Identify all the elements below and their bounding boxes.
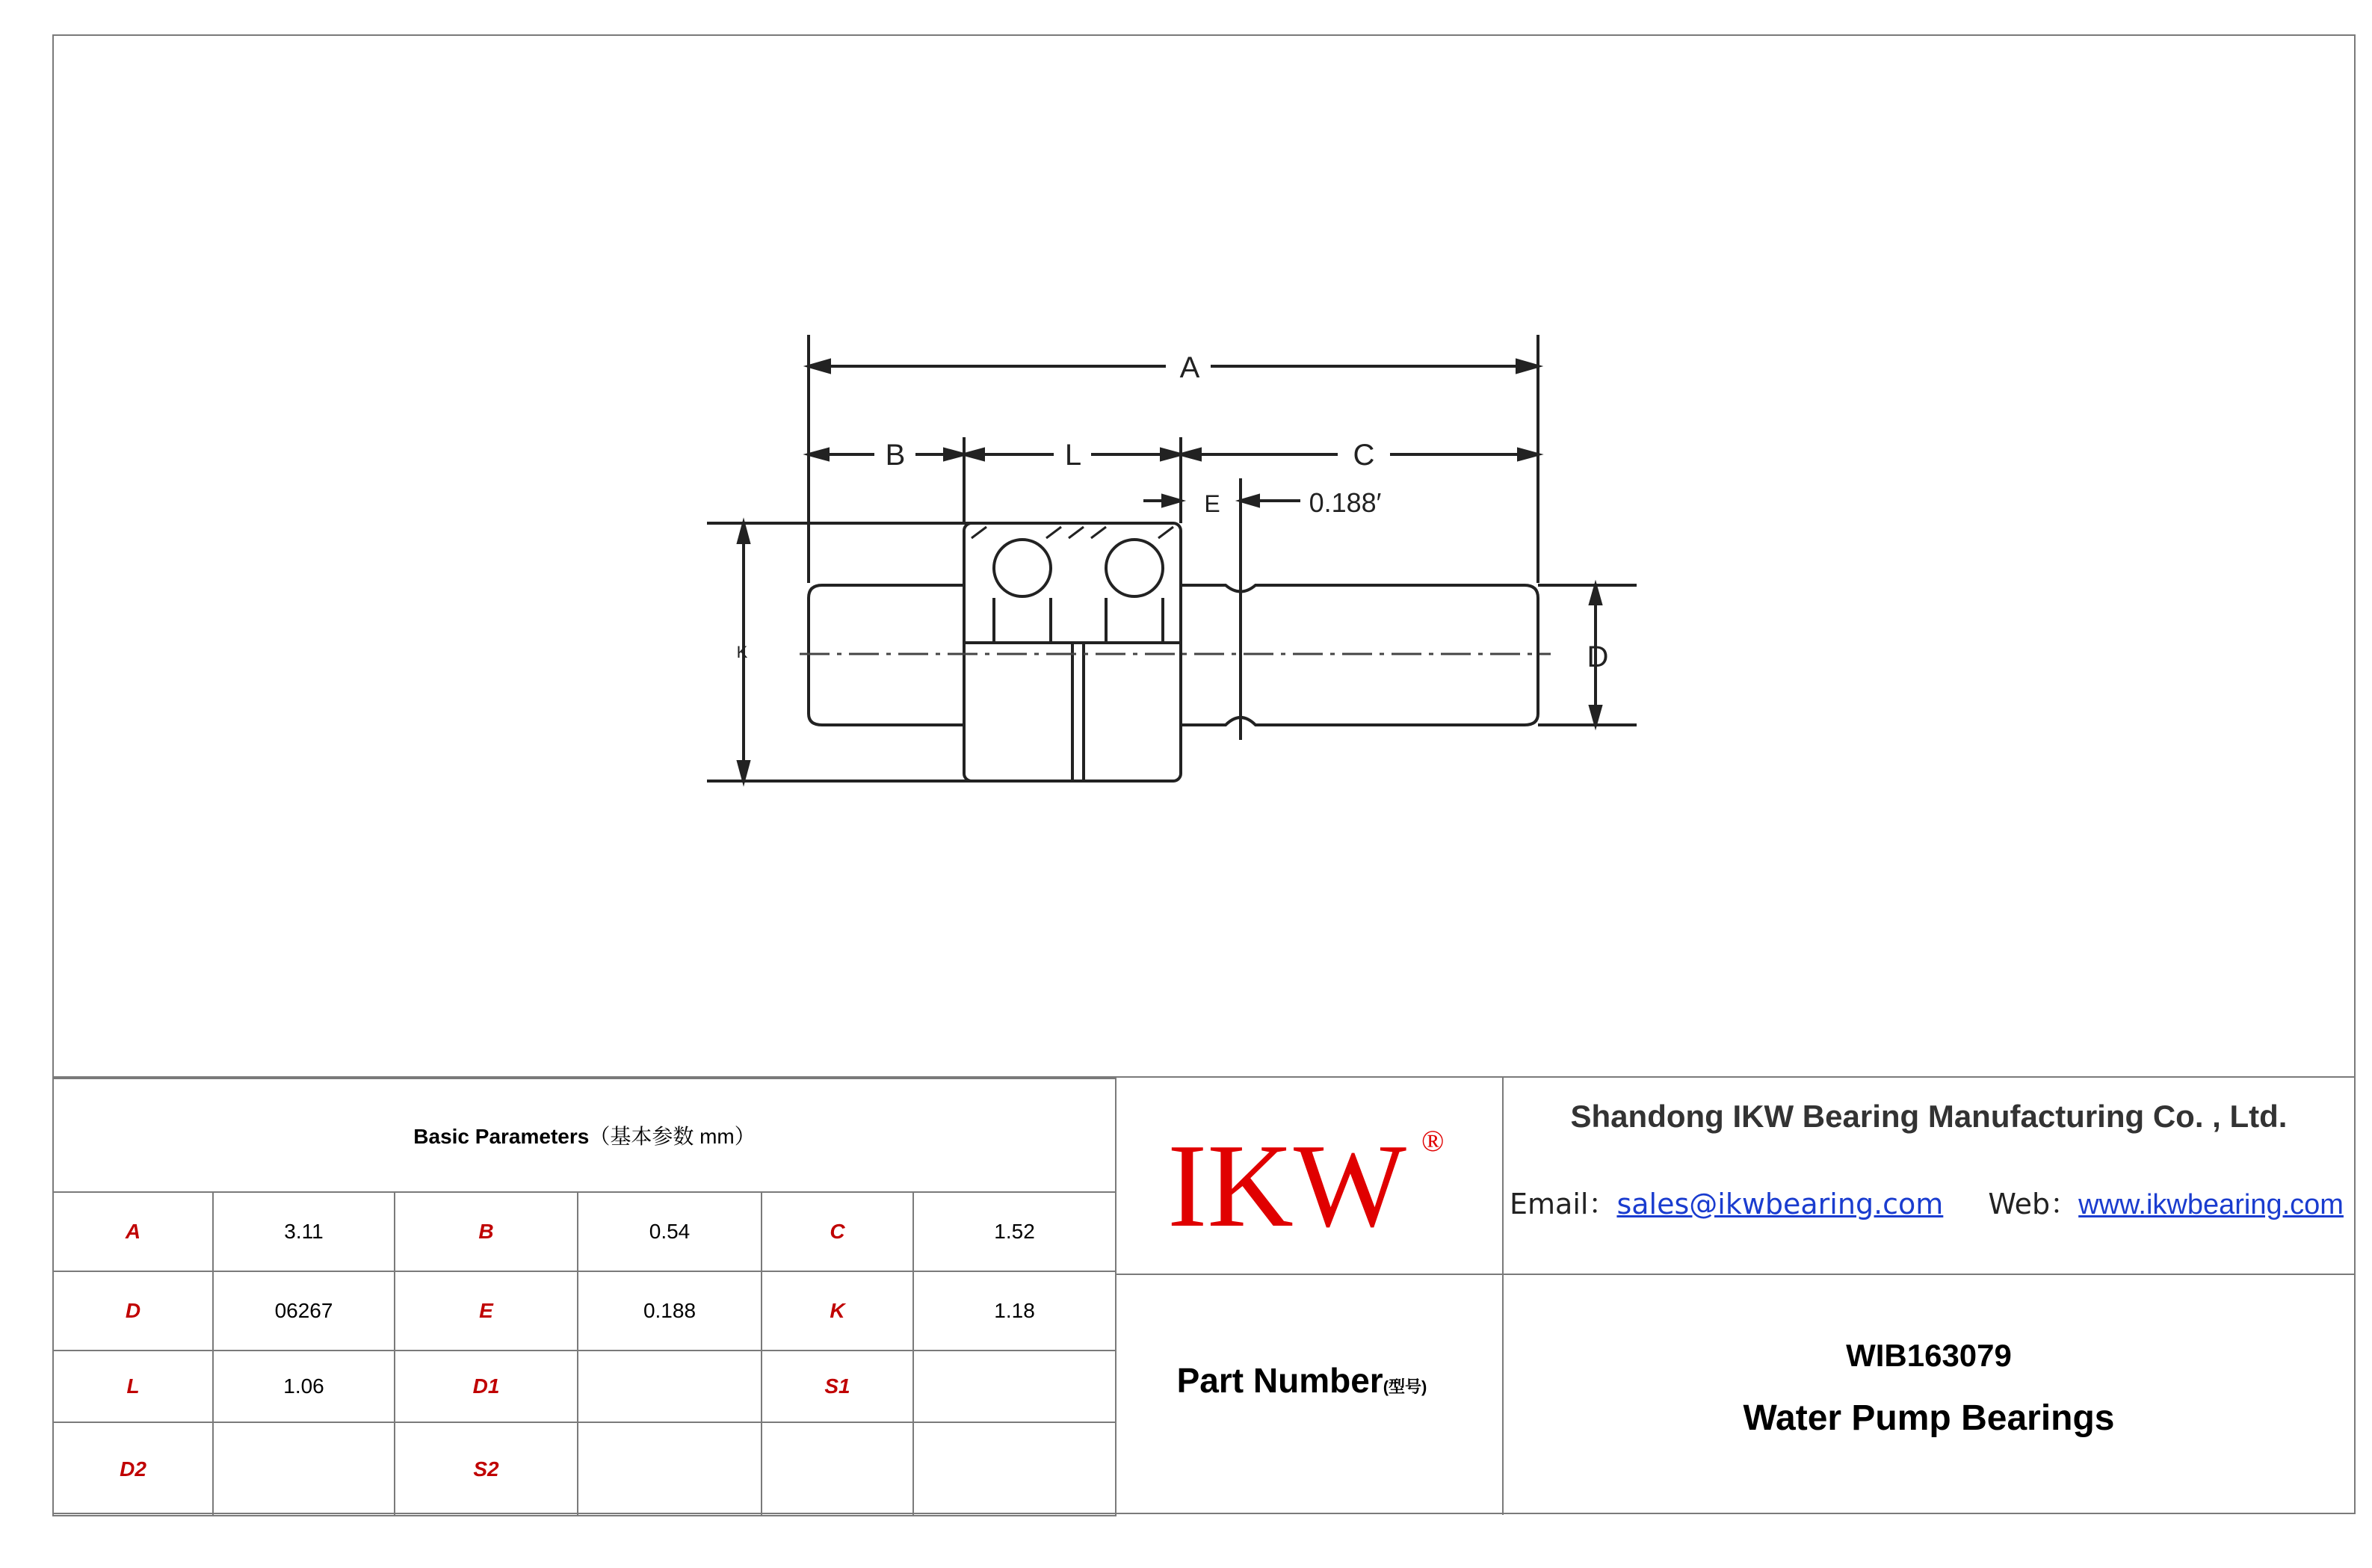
registered-mark: ® — [1421, 1124, 1445, 1158]
part-number-label — [1115, 1360, 1489, 1401]
dim-label-e: E — [1204, 490, 1220, 517]
parameters-subtitle: （基本参数 mm） — [589, 1125, 756, 1148]
dim-label-b: B — [885, 439, 906, 472]
email-link[interactable]: sales@ikwbearing.com — [1616, 1188, 1944, 1220]
divider — [1115, 1274, 2356, 1275]
contact-line — [1510, 1181, 2354, 1222]
parameters-table — [52, 1078, 1116, 1516]
param-label: D1 — [395, 1351, 578, 1422]
param-value: 1.52 — [913, 1192, 1116, 1271]
parameters-title-cell — [53, 1078, 1116, 1192]
dim-label-l: L — [1064, 439, 1082, 472]
param-value: 1.06 — [213, 1351, 395, 1422]
web-link[interactable]: www.ikwbearing.com — [2078, 1189, 2344, 1220]
part-number-text: Part Number — [1176, 1361, 1383, 1400]
param-value — [578, 1351, 762, 1422]
param-label: D — [53, 1271, 213, 1351]
param-label: E — [395, 1271, 578, 1351]
company-name: Shandong IKW Bearing Manufacturing Co. , Ltd. — [1570, 1099, 2288, 1134]
param-value: 0.54 — [578, 1192, 762, 1271]
part-name: Water Pump Bearings — [1743, 1398, 2115, 1438]
param-label: K — [762, 1271, 913, 1351]
part-number-cn: (型号) — [1383, 1377, 1427, 1396]
logo-text: IKW — [1167, 1119, 1406, 1252]
param-label: S1 — [762, 1351, 913, 1422]
dim-label-d: D — [1587, 641, 1609, 673]
param-label — [762, 1422, 913, 1516]
param-value — [913, 1422, 1116, 1516]
param-label: B — [395, 1192, 578, 1271]
dim-label-groove: 0.188′ — [1309, 487, 1382, 518]
param-value: 06267 — [213, 1271, 395, 1351]
param-label: L — [53, 1351, 213, 1422]
divider — [1502, 1078, 1504, 1515]
param-label: A — [53, 1192, 213, 1271]
dim-label-a: A — [1179, 351, 1200, 384]
param-value — [578, 1422, 762, 1516]
param-value: 3.11 — [213, 1192, 395, 1271]
param-value — [913, 1351, 1116, 1422]
dim-label-k: K — [736, 643, 748, 661]
ikw-logo — [1115, 1106, 1489, 1256]
email-label: Email： — [1510, 1188, 1617, 1220]
part-number-code: WIB163079 — [1846, 1338, 2012, 1373]
param-value — [213, 1422, 395, 1516]
param-value: 1.18 — [913, 1271, 1116, 1351]
web-label: Web： — [1988, 1188, 2079, 1220]
parameters-title: Basic Parameters — [413, 1125, 590, 1148]
dim-label-c: C — [1353, 439, 1375, 472]
param-value: 0.188 — [578, 1271, 762, 1351]
param-label: S2 — [395, 1422, 578, 1516]
param-label: D2 — [53, 1422, 213, 1516]
param-label: C — [762, 1192, 913, 1271]
